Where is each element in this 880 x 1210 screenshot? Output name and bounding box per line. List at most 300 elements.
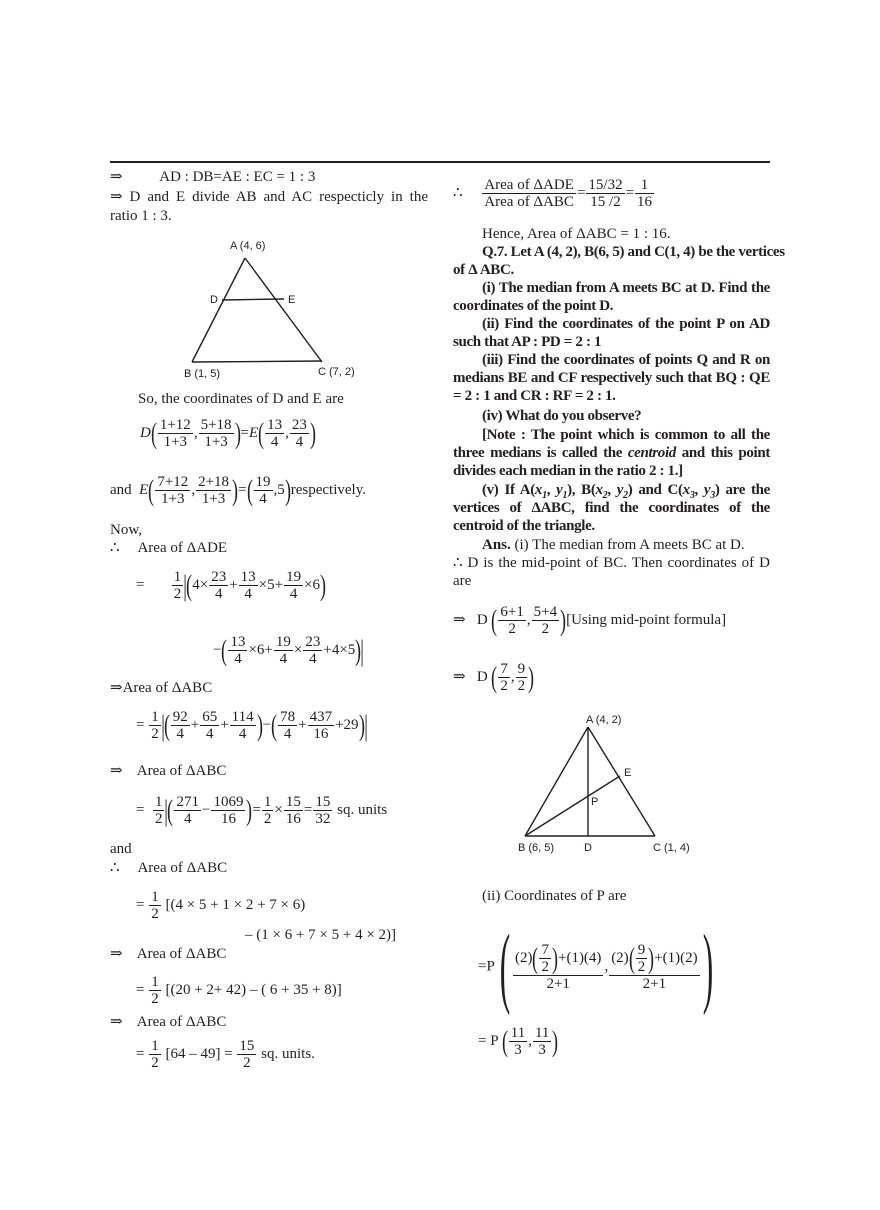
- fraction: [498, 604, 525, 637]
- note-line: [453, 444, 770, 462]
- delimiter: ): [232, 473, 239, 507]
- formula-d-e: [140, 417, 316, 450]
- math-text: 1: [151, 1038, 159, 1054]
- fraction: [149, 974, 161, 1007]
- fraction: [498, 661, 510, 694]
- delimiter: (: [271, 708, 278, 742]
- numerator: [516, 661, 528, 678]
- numerator: [149, 709, 161, 726]
- math-text: +(1)(2): [654, 949, 698, 966]
- math-text: ,: [694, 482, 704, 498]
- label-c: C (1, 4): [653, 842, 690, 854]
- math-text: 19: [286, 569, 302, 585]
- fraction: [278, 709, 297, 742]
- delimiter: ): [284, 473, 291, 507]
- fraction: [532, 604, 559, 637]
- denominator: [196, 491, 231, 507]
- label-b: B (1, 5): [184, 368, 221, 380]
- math-text: 23: [291, 417, 307, 433]
- math-text: ), B(: [567, 482, 596, 498]
- question-line: [482, 315, 770, 333]
- numerator: [284, 794, 303, 811]
- denominator: [636, 959, 648, 975]
- denominator: [174, 811, 201, 827]
- numerator: [509, 1025, 527, 1042]
- denominator: [532, 621, 559, 637]
- side-ac: [588, 727, 655, 836]
- math-text: 15: [315, 794, 331, 810]
- delimiter: (: [628, 941, 635, 975]
- delimiter: (: [532, 941, 539, 975]
- math-text: +: [298, 716, 307, 733]
- denominator: [509, 1042, 527, 1058]
- delimiter: (: [186, 568, 193, 602]
- delimiter: (: [148, 473, 155, 507]
- math-text: 2: [263, 811, 272, 827]
- math-text: medians BE and CF respectively such that BQ : QE: [453, 370, 770, 386]
- math-text: ,: [193, 424, 198, 441]
- fraction: [262, 794, 274, 827]
- fraction: [149, 709, 161, 742]
- delimiter: (: [501, 1024, 508, 1058]
- delimiter: (: [150, 416, 157, 450]
- math-text: ) and C(: [627, 482, 683, 498]
- numerator: [586, 177, 624, 194]
- math-text: So, the coordinates of D and E are: [138, 391, 344, 407]
- math-text: three medians is called the: [453, 445, 628, 461]
- math-text: +4×5: [323, 641, 356, 658]
- math-text: 7: [500, 661, 508, 677]
- numerator: [609, 942, 699, 976]
- numerator: [254, 474, 273, 491]
- math-text: [64 – 49] =: [161, 1045, 237, 1062]
- numerator: [635, 177, 654, 194]
- math-text: 4: [234, 651, 242, 667]
- denominator: [254, 491, 273, 507]
- math-text: =P: [478, 958, 498, 975]
- formula-p: [478, 917, 715, 1016]
- italic-text: x: [534, 482, 543, 498]
- math-text: 16: [637, 194, 653, 210]
- math-text: (2): [611, 949, 629, 966]
- delimiter: |: [183, 568, 188, 602]
- fraction: [303, 634, 322, 667]
- fraction: [516, 661, 528, 694]
- fraction: [586, 177, 624, 210]
- numerator: [636, 942, 648, 959]
- italic-text: D: [140, 424, 151, 441]
- denominator: [498, 621, 525, 637]
- math-text: 4: [183, 811, 192, 827]
- math-text: =: [136, 896, 149, 913]
- math-text: 1069: [213, 794, 244, 810]
- math-text: 1: [151, 889, 159, 905]
- math-text: 9: [637, 942, 646, 958]
- math-text: and: [110, 481, 140, 498]
- fraction: [230, 709, 256, 742]
- math-text: 65: [202, 709, 218, 725]
- delimiter: ): [320, 568, 327, 602]
- numerator: [158, 417, 193, 434]
- label-a: A (4, 2): [586, 714, 622, 726]
- math-text: 2: [541, 959, 549, 975]
- delimiter: (: [499, 917, 511, 1016]
- denominator: [586, 194, 624, 210]
- text-line: [110, 945, 226, 963]
- math-text: ⇒ Area of ΔABC: [110, 1014, 227, 1030]
- math-text: ,: [604, 958, 609, 975]
- delimiter: ): [528, 660, 535, 694]
- fraction: [265, 417, 284, 450]
- numerator: [230, 709, 256, 726]
- math-text: 15: [239, 1038, 255, 1054]
- math-text: 114: [231, 709, 254, 725]
- denominator: [149, 726, 161, 742]
- delimiter: ): [552, 1024, 559, 1058]
- math-text: ⇒ D: [453, 611, 492, 628]
- subscript: 1: [562, 490, 568, 501]
- math-text: =: [136, 1045, 149, 1062]
- fraction: [482, 177, 576, 210]
- math-text: 2: [508, 621, 516, 637]
- denominator: [171, 726, 190, 742]
- math-text: 1+12: [159, 417, 191, 433]
- delimiter: ): [309, 416, 316, 450]
- math-text: 1+3: [204, 434, 228, 450]
- fraction: [199, 417, 234, 450]
- numerator: [171, 709, 190, 726]
- formula-ratio: [453, 177, 655, 210]
- math-text: divides each median in the ratio 2 : 1.]: [453, 463, 683, 479]
- math-text: 1: [640, 177, 649, 193]
- math-text: 4: [283, 726, 292, 742]
- numerator: [149, 974, 161, 991]
- side-ab: [525, 727, 588, 836]
- math-text: ×6: [304, 576, 321, 593]
- formula-e: [110, 474, 366, 507]
- delimiter: ): [648, 941, 655, 975]
- delimiter: |: [160, 708, 165, 742]
- fraction: [509, 1025, 527, 1058]
- side-ac: [245, 258, 322, 362]
- denominator: [265, 434, 284, 450]
- question-line: [482, 407, 641, 425]
- formula-area-abc-5: [136, 974, 342, 1007]
- question-line: [482, 351, 770, 369]
- italic-text: x: [682, 482, 690, 498]
- math-text: (iii) Find the coordinates of points Q and R on: [482, 352, 770, 368]
- fraction: [313, 794, 332, 827]
- math-text: 32: [315, 811, 331, 827]
- math-text: ⇒ D and E divide AB and AC respecticly in the: [110, 189, 428, 205]
- numerator: [149, 889, 161, 906]
- formula-area-abc-2: [136, 794, 387, 827]
- fraction: [254, 474, 273, 507]
- text-line: [110, 1013, 226, 1031]
- math-text: ratio 1 : 3.: [110, 208, 172, 224]
- note-line: [482, 426, 770, 444]
- math-text: 13: [267, 417, 283, 433]
- math-text: and: [110, 841, 132, 857]
- text-line: [138, 390, 344, 408]
- math-text: Now,: [110, 522, 142, 538]
- math-text: 2+1: [642, 976, 667, 992]
- numerator: [174, 794, 201, 811]
- numerator: [498, 604, 525, 621]
- math-text: +: [220, 716, 229, 733]
- math-text: 11: [534, 1025, 550, 1041]
- math-text: [(4 × 5 + 1 × 2 + 7 × 6): [161, 896, 306, 913]
- fraction: [153, 794, 165, 827]
- math-text: ,: [526, 611, 531, 628]
- math-text: 3: [514, 1042, 522, 1058]
- numerator: [237, 1038, 256, 1055]
- text-line: [110, 840, 132, 858]
- math-text: ⇒ AD : DB=AE : EC = 1 : 3: [110, 169, 316, 185]
- numerator: [200, 709, 219, 726]
- math-text: of Δ ABC.: [453, 262, 514, 278]
- math-text: = P: [478, 1032, 502, 1049]
- numerator: [228, 634, 247, 651]
- math-text: 13: [230, 634, 246, 650]
- numerator: [149, 1038, 161, 1055]
- math-text: 4×: [192, 576, 209, 593]
- numerator: [278, 709, 297, 726]
- fraction: [228, 634, 247, 667]
- math-text: +: [190, 716, 200, 733]
- math-text: 19: [255, 474, 271, 490]
- math-text: 437: [309, 709, 333, 725]
- delimiter: ): [702, 917, 713, 1016]
- math-text: – (1 × 6 + 7 × 5 + 4 × 2)]: [245, 927, 397, 943]
- math-text: vertices of ΔABC, find the coordinates of the: [453, 500, 770, 516]
- math-text: =: [240, 424, 249, 441]
- delimiter: (: [258, 416, 265, 450]
- question-line: [453, 387, 770, 405]
- numerator: [533, 1025, 551, 1042]
- fraction: [237, 1038, 256, 1071]
- denominator: [609, 976, 699, 992]
- math-text: 15 /2: [590, 194, 621, 210]
- numerator: [313, 794, 332, 811]
- math-text: 7+12: [157, 474, 189, 490]
- math-text: 16: [313, 726, 329, 742]
- math-text: =: [136, 981, 149, 998]
- fraction: [308, 709, 335, 742]
- label-d: D: [210, 294, 218, 306]
- fraction: [533, 1025, 551, 1058]
- math-text: 16: [285, 811, 301, 827]
- fraction: [158, 417, 193, 450]
- question-line: [453, 369, 770, 387]
- subscript: 2: [623, 490, 628, 501]
- numerator: [290, 417, 309, 434]
- numerator: [153, 794, 165, 811]
- math-text: =: [252, 801, 261, 818]
- fraction: [171, 709, 190, 742]
- label-p: P: [591, 796, 599, 808]
- numerator: [211, 794, 245, 811]
- math-text: (ii) Find the coordinates of the point P on AD: [482, 316, 770, 332]
- text-line: [110, 859, 227, 877]
- math-text: 1: [263, 794, 272, 810]
- numerator: [532, 604, 559, 621]
- fraction: [539, 942, 551, 975]
- math-text: 4: [270, 434, 279, 450]
- delimiter: (: [491, 603, 498, 637]
- delimiter: ): [234, 416, 241, 450]
- italic-text: E: [139, 481, 149, 498]
- math-text: −: [213, 641, 222, 658]
- denominator: [516, 678, 528, 694]
- math-text: 15: [285, 794, 301, 810]
- math-text: ,: [510, 668, 515, 685]
- fraction: [635, 177, 654, 210]
- math-text: 4: [295, 434, 304, 450]
- label-e: E: [624, 767, 632, 779]
- note-line: [453, 462, 770, 480]
- math-text: +: [229, 576, 238, 593]
- question-line: [453, 499, 770, 517]
- math-text: ∴ D is the mid-point of BC. Then coordinates of D: [453, 555, 770, 571]
- denominator: [284, 586, 303, 602]
- denominator: [199, 434, 234, 450]
- denominator: [482, 194, 576, 210]
- text-line: [482, 887, 626, 905]
- denominator: [498, 678, 510, 694]
- denominator: [513, 976, 603, 992]
- math-text: 1+3: [161, 491, 185, 507]
- math-text: 2: [500, 678, 508, 694]
- math-text: ⇒ Area of ΔABC: [110, 946, 227, 962]
- math-text: Q.7. Let A (4, 2), B(6, 5) and C(1, 4) be the vertices: [482, 244, 785, 260]
- math-text: ,: [191, 481, 196, 498]
- math-text: 9: [517, 661, 526, 677]
- math-text: 5+18: [200, 417, 232, 433]
- delimiter: |: [164, 793, 169, 827]
- math-text: and this point: [675, 445, 771, 461]
- math-text: centroid of the triangle.: [453, 518, 595, 534]
- fraction: [209, 569, 228, 602]
- text-line: [482, 225, 670, 243]
- math-text: 5+4: [533, 604, 558, 620]
- fraction: [172, 569, 184, 602]
- math-text: ,: [607, 482, 617, 498]
- math-text: 4: [279, 651, 288, 667]
- denominator: [284, 811, 303, 827]
- delimiter: ): [551, 941, 558, 975]
- delimiter: ): [246, 793, 253, 827]
- triangle-diagram-median: [510, 708, 710, 858]
- delimiter: ): [560, 603, 567, 637]
- italic-text: x: [595, 482, 603, 498]
- math-text: 4: [214, 586, 223, 602]
- math-text: +(1)(4): [557, 949, 602, 966]
- answer-line: [453, 554, 770, 572]
- formula-area-ade-1: [136, 569, 326, 602]
- numerator: [172, 569, 184, 586]
- subscript: 1: [542, 490, 547, 501]
- question-line: [482, 481, 770, 499]
- math-text: 23: [211, 569, 227, 585]
- math-text: 4: [176, 726, 184, 742]
- math-text: ∴ Area of ΔADE: [110, 540, 228, 556]
- denominator: [211, 811, 245, 827]
- math-text: 2: [541, 621, 550, 637]
- label-d: D: [584, 842, 592, 854]
- triangle-diagram-ade: [180, 232, 380, 382]
- denominator: [228, 651, 247, 667]
- math-text: ∴: [453, 184, 482, 201]
- math-text: ,: [546, 482, 557, 498]
- math-text: 11: [510, 1025, 526, 1041]
- italic-text: E: [249, 424, 259, 441]
- math-text: = 2 : 1 and CR : RF = 2 : 1.: [453, 388, 616, 404]
- numerator: [308, 709, 335, 726]
- math-text: 92: [172, 709, 188, 725]
- denominator: [274, 651, 293, 667]
- math-text: =: [136, 801, 152, 818]
- math-text: 4: [244, 586, 252, 602]
- math-text: =: [576, 184, 586, 201]
- denominator: [303, 651, 322, 667]
- math-text: 2: [173, 586, 182, 602]
- math-text: (iv) What do you observe?: [482, 408, 642, 424]
- denominator: [533, 1042, 551, 1058]
- fraction: [155, 474, 190, 507]
- math-text: 2: [154, 811, 163, 827]
- math-text: =: [303, 801, 313, 818]
- denominator: [230, 726, 256, 742]
- math-text: (2): [514, 949, 533, 966]
- fraction: [174, 794, 201, 827]
- numerator: [539, 942, 551, 959]
- denominator: [153, 811, 165, 827]
- math-text: 4: [309, 651, 317, 667]
- fraction: [200, 709, 219, 742]
- math-text: 1: [151, 709, 159, 725]
- math-text: 271: [176, 794, 199, 810]
- math-text: 1: [151, 974, 159, 990]
- delimiter: (: [491, 660, 498, 694]
- formula-p-result: [478, 1025, 558, 1058]
- math-text: 4: [259, 491, 267, 507]
- delimiter: ): [355, 633, 362, 667]
- math-text: 1: [154, 794, 163, 810]
- math-text: ∴ Area of ΔABC: [110, 860, 228, 876]
- denominator: [200, 726, 219, 742]
- fraction: [274, 634, 293, 667]
- math-text: ) are the: [714, 482, 770, 498]
- math-text: 7: [541, 942, 549, 958]
- math-text: 2+18: [198, 474, 230, 490]
- delimiter: |: [360, 633, 365, 667]
- delimiter: (: [167, 793, 174, 827]
- math-text: respectively.: [290, 481, 366, 498]
- fraction: [239, 569, 258, 602]
- fraction: [284, 794, 303, 827]
- math-text: 2: [243, 1055, 251, 1071]
- math-text: 2: [151, 906, 159, 922]
- math-text: 1: [173, 569, 182, 585]
- math-text: ,5: [273, 481, 285, 498]
- fraction: [211, 794, 245, 827]
- side-ab: [192, 258, 245, 362]
- numerator: [196, 474, 231, 491]
- text-line: [110, 188, 428, 206]
- math-text: ×5+: [258, 576, 284, 593]
- header-rule: [110, 161, 770, 163]
